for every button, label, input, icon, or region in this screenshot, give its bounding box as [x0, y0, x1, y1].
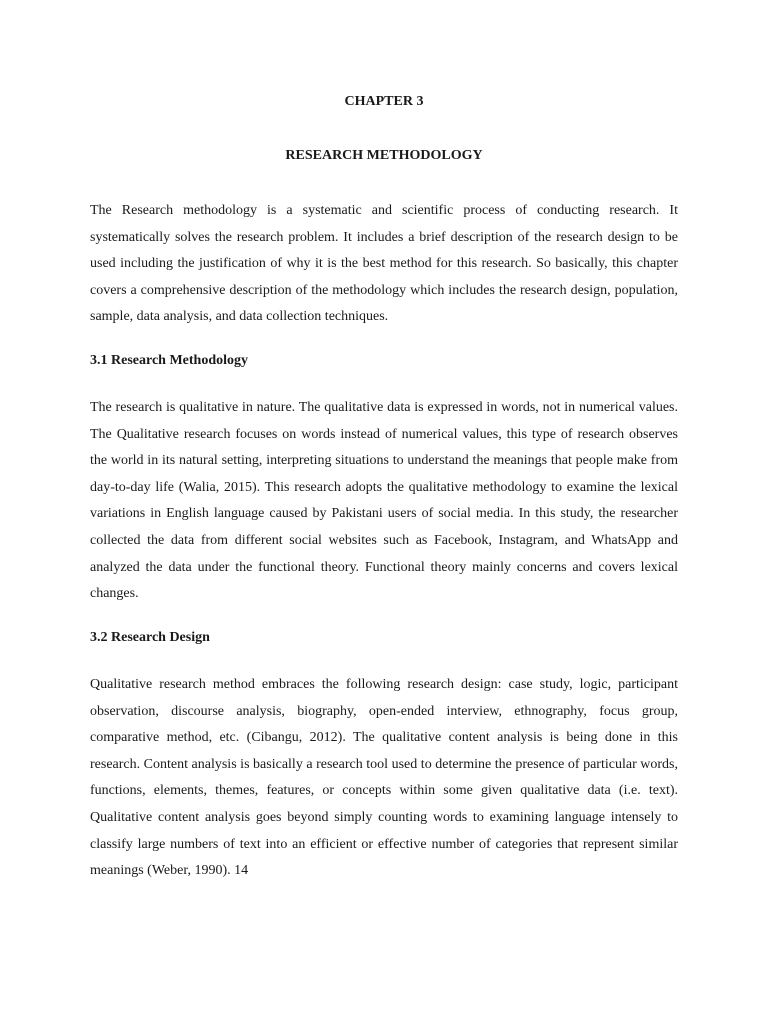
chapter-title: RESEARCH METHODOLOGY: [285, 148, 483, 163]
intro-paragraph: The Research methodology is a systematic and scientific process of conducting research. It systematically solves the research problem. It includes a brief description of the research design to be used including the justification of why it is the best method for this research. So basically, this chapter covers a comprehensive description of the methodology which includes the research design, population, sample, data analysis, and data collection techniques.: [90, 203, 678, 325]
section-heading-3-1: 3.1 Research Methodology: [90, 353, 248, 368]
section-paragraph-3-2: Qualitative research method embraces the following research design: case study, logic, participant observation, discourse analysis, biography, open-ended interview, ethnography, focus group, comparative method, etc. (Cibangu, 2012). The qualitative content analysis is being done in this research. Content analysis is basically a research tool used to determine the presence of particular words, functions, elements, themes, features, or concepts within some given qualitative data (i.e. text). Qualitative content analysis goes beyond simply counting words to examining language intensely to classify large numbers of text into an efficient or effective number of categories that represent similar meanings (Weber, 1990). 14: [90, 677, 678, 879]
section-paragraph-3-1: The research is qualitative in nature. The qualitative data is expressed in words, not in numerical values. The Qualitative research focuses on words instead of numerical values, this type of research observes the world in its natural setting, interpreting situations to understand the meanings that people make from day-to-day life (Walia, 2015). This research adopts the qualitative methodology to examine the lexical variations in English language caused by Pakistani users of social media. In this study, the researcher collected the data from different social websites such as Facebook, Instagram, and WhatsApp and analyzed the data under the functional theory. Functional theory mainly concerns and covers lexical changes.: [90, 400, 678, 602]
section-heading-3-2: 3.2 Research Design: [90, 630, 210, 645]
chapter-number: CHAPTER 3: [344, 94, 424, 109]
